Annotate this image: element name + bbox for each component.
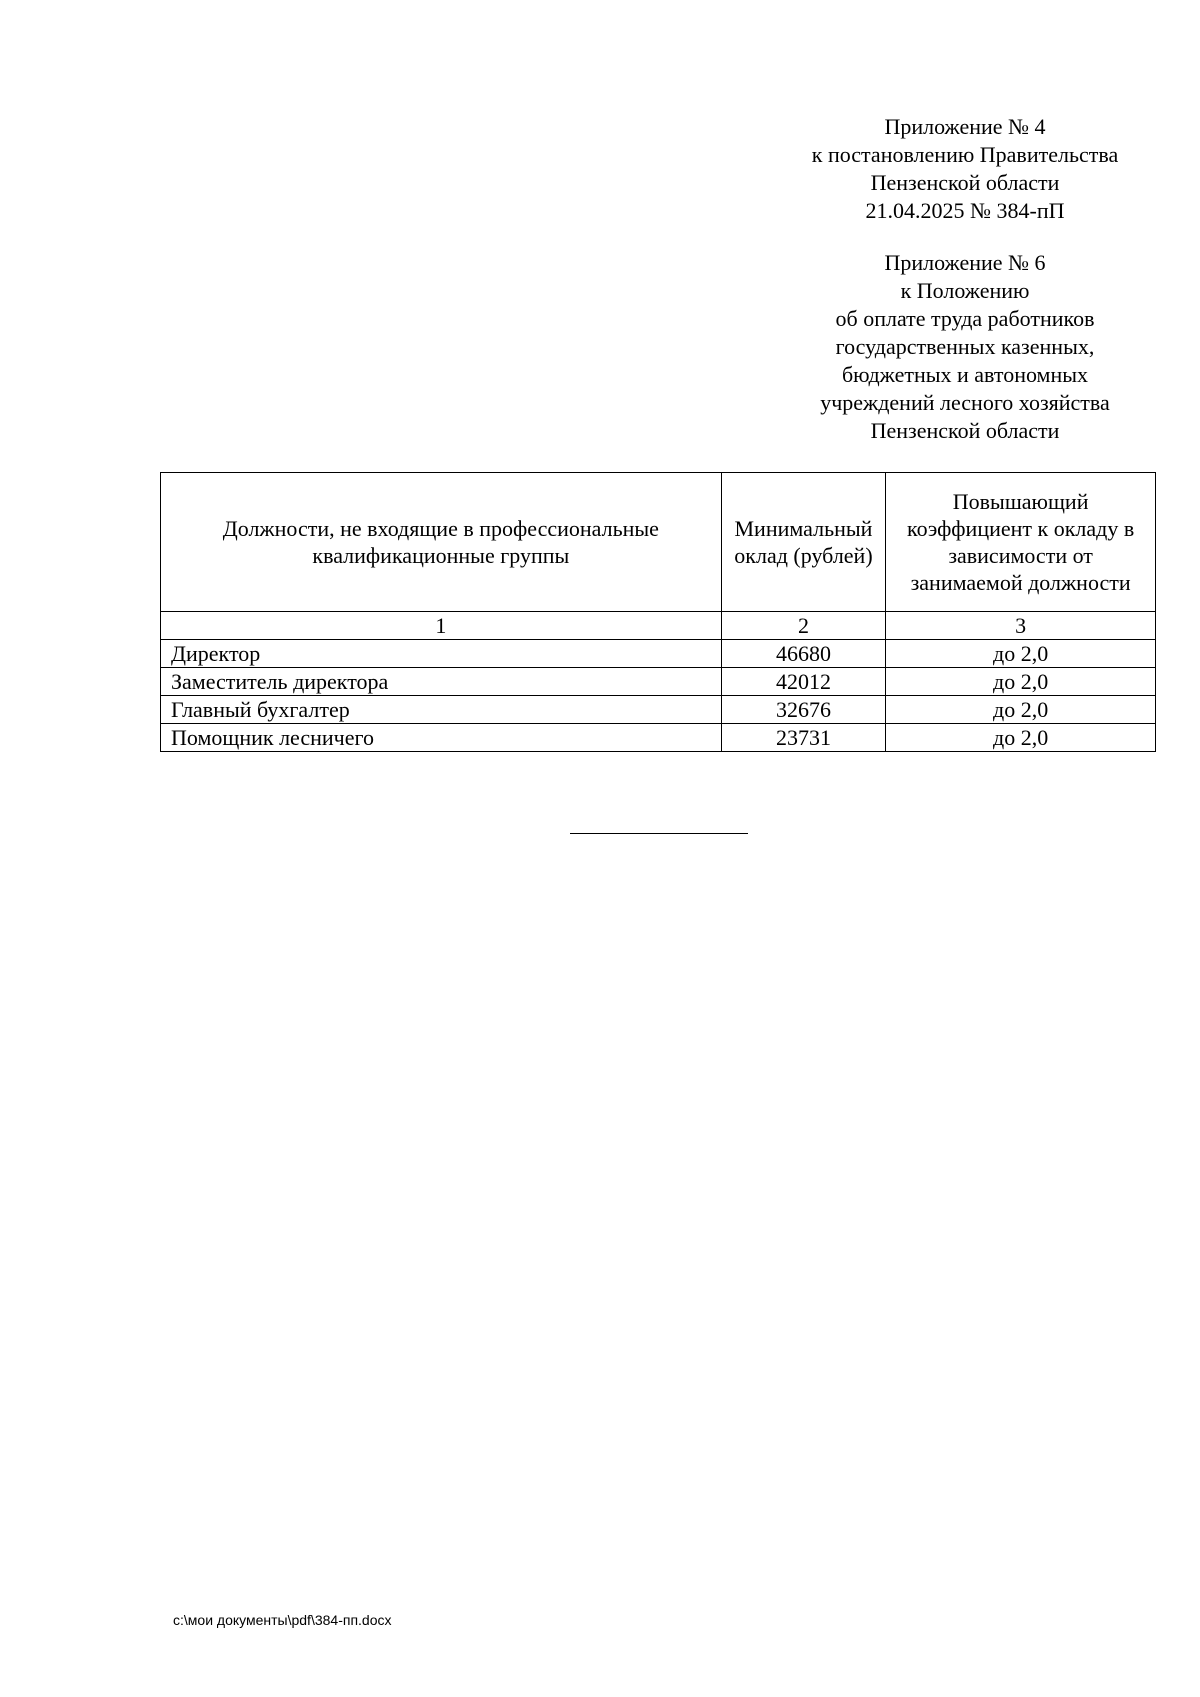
appendix-6-header: [780, 249, 1150, 445]
position-cell: Заместитель директора: [161, 668, 722, 696]
header-min-salary: Минимальный оклад (рублей): [721, 473, 886, 612]
column-number: 2: [721, 612, 886, 640]
appendix-4-date-number: 21.04.2025 № 384-пП: [865, 198, 1065, 223]
appendix-4-line: Пензенской области: [870, 170, 1060, 195]
appendix-4-title: Приложение № 4: [884, 114, 1046, 139]
position-cell: Директор: [161, 640, 722, 668]
appendix-6-line: Пензенской области: [870, 418, 1060, 443]
column-number: 1: [161, 612, 722, 640]
appendix-6-line: государственных казенных,: [835, 334, 1095, 359]
appendix-4-header: [780, 113, 1150, 225]
coefficient-cell: до 2,0: [886, 696, 1156, 724]
position-cell: Главный бухгалтер: [161, 696, 722, 724]
coefficient-cell: до 2,0: [886, 668, 1156, 696]
footer-file-path: c:\мои документы\pdf\384-пп.docx: [173, 1612, 392, 1628]
header-coefficient: Повышающий коэффициент к окладу в зависимости от занимаемой должности: [886, 473, 1156, 612]
appendix-4-line: к постановлению Правительства: [811, 142, 1119, 167]
appendix-6-line: к Положению: [900, 278, 1030, 303]
appendix-6-line: об оплате труда работников: [835, 306, 1095, 331]
salary-cell: 46680: [721, 640, 886, 668]
appendix-6-line: учреждений лесного хозяйства: [820, 390, 1110, 415]
coefficient-cell: до 2,0: [886, 640, 1156, 668]
salary-cell: 23731: [721, 724, 886, 752]
table-row: [161, 640, 1156, 668]
appendix-6-line: бюджетных и автономных: [841, 362, 1089, 387]
coefficient-cell: до 2,0: [886, 724, 1156, 752]
table-row: [161, 668, 1156, 696]
column-number: 3: [886, 612, 1156, 640]
salary-cell: 42012: [721, 668, 886, 696]
salary-cell: 32676: [721, 696, 886, 724]
salary-table: [160, 472, 1156, 752]
table-row: [161, 696, 1156, 724]
table-header-row: [161, 473, 1156, 612]
table-row: [161, 724, 1156, 752]
position-cell: Помощник лесничего: [161, 724, 722, 752]
header-position: Должности, не входящие в профессиональные квалификационные группы: [161, 473, 722, 612]
column-number-row: [161, 612, 1156, 640]
closing-divider: [570, 833, 748, 834]
appendix-6-title: Приложение № 6: [884, 250, 1046, 275]
